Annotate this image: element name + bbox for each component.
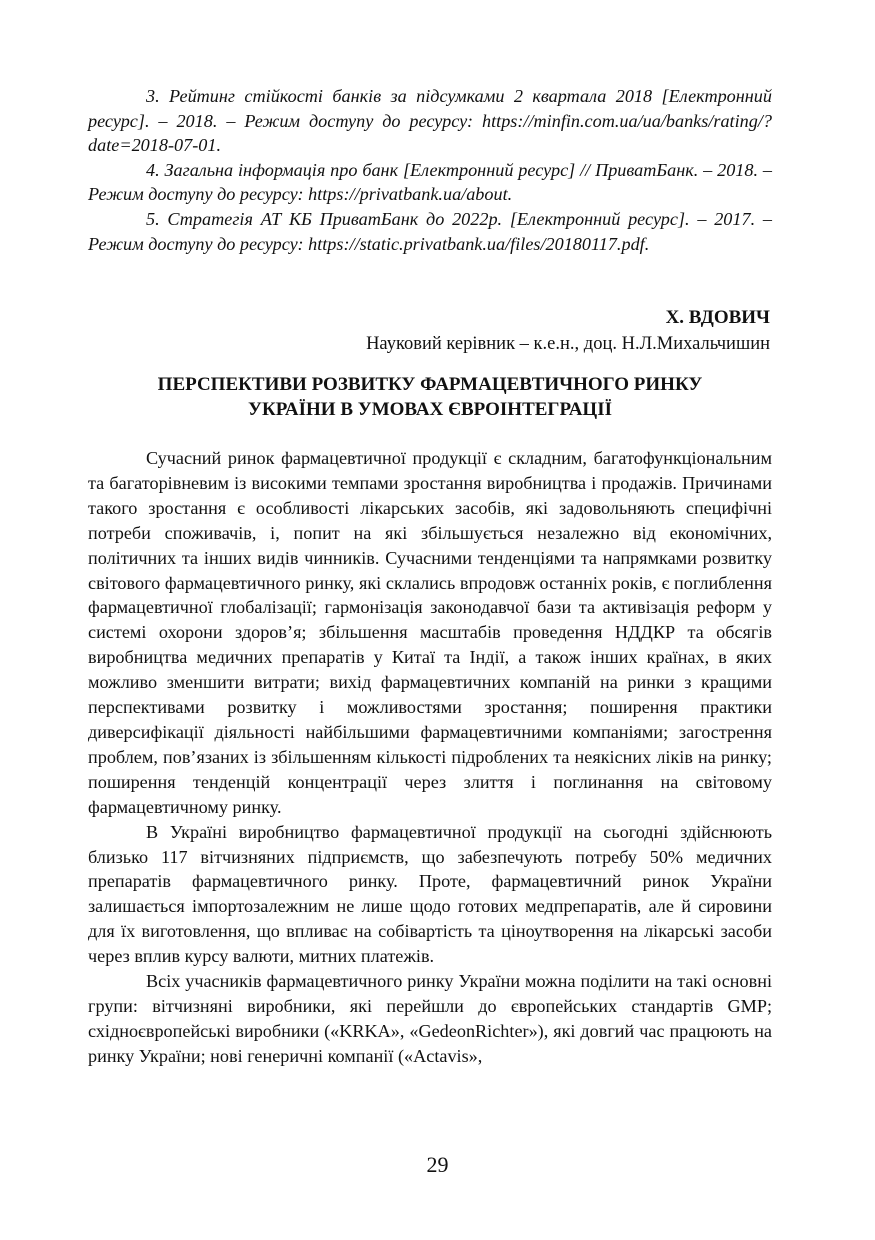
body-paragraph: Сучасний ринок фармацевтичної продукції є складним, багатофункціональним та багаторівневим із високими темпами зростання виробництва і продажів. Причинами такого зростання є особливості лікарських засобів, які задовольняють специфічні потреби споживачів, і, попит на які збільшується незалежно від економічних, політичних та інших видів чинників. Сучасними тенденціями та напрямками розвитку світового фармацевтичного ринку, які склались впродовж останніх років, є поглиблення фармацевтичної глобалізації; гармонізація законодавчої бази та активізація реформ у системі охорони здоров’я; збільшення масштабів проведення НДДКР та обсягів виробництва медичних препаратів у Китаї та Індії, а також інших країнах, в яких можливо зменшити витрати; вихід фармацевтичних компаній на ринки з кращими перспективами розвитку і можливостями зростання; поширення практики диверсифікації діяльності найбільшими фармацевтичними компаніями; загострення проблем, пов’язаних із збільшенням кількості підроблених та неякісних ліків на ринку; поширення тенденцій концентрації через злиття і поглинання на світовому фармацевтичному ринку. (88, 448, 772, 817)
article-title (88, 372, 772, 422)
reference-item: 3. Рейтинг стійкості банків за підсумками 2 квартала 2018 [Електронний ресурс]. – 2018. – Режим доступу до ресурсу: https://minfin.com.ua/ua/banks/rating/?date=2018-07-01. (88, 86, 772, 156)
author-name: Х. ВДОВИЧ (665, 307, 770, 328)
article-title-line-1: ПЕРСПЕКТИВИ РОЗВИТКУ ФАРМАЦЕВТИЧНОГО РИНКУ (157, 374, 703, 395)
reference-item: 5. Стратегія АТ КБ ПриватБанк до 2022р. [Електронний ресурс]. – 2017. – Режим доступу до ресурсу: https://static.privatbank.ua/files/20180117.pdf. (88, 208, 772, 254)
author-block (170, 305, 770, 357)
references-list (88, 84, 772, 256)
body-paragraph: В Україні виробництво фармацевтичної продукції на сьогодні здійснюють близько 117 вітчизняних підприємств, що забезпечують потребу 50% медичних препаратів фармацевтичного ринку. Проте, фармацевтичний ринок України залишається імпортозалежним не лише щодо готових медпрепаратів, але й сировини для їх виготовлення, що впливає на собівартість та ціноутворення на лікарські засоби через вплив курсу валюти, митних платежів. (88, 821, 772, 967)
supervisor-line: Науковий керівник – к.е.н., доц. Н.Л.Михальчишин (366, 334, 770, 354)
article-title-line-2: УКРАЇНИ В УМОВАХ ЄВРОІНТЕГРАЦІЇ (248, 399, 612, 420)
reference-item: 4. Загальна інформація про банк [Електронний ресурс] // ПриватБанк. – 2018. – Режим доступу до ресурсу: https://privatbank.ua/about. (88, 159, 772, 205)
page-number: 29 (426, 1152, 449, 1177)
body-paragraph: Всіх учасників фармацевтичного ринку України можна поділити на такі основні групи: вітчизняні виробники, які перейшли до європейських стандартів GMP; східноєвропейські виробники («KRKA», «GedeonRichter»), які довгий час працюють на ринку України; нові генеричні компанії («Actavis», (88, 971, 772, 1066)
article-body (88, 446, 772, 1069)
